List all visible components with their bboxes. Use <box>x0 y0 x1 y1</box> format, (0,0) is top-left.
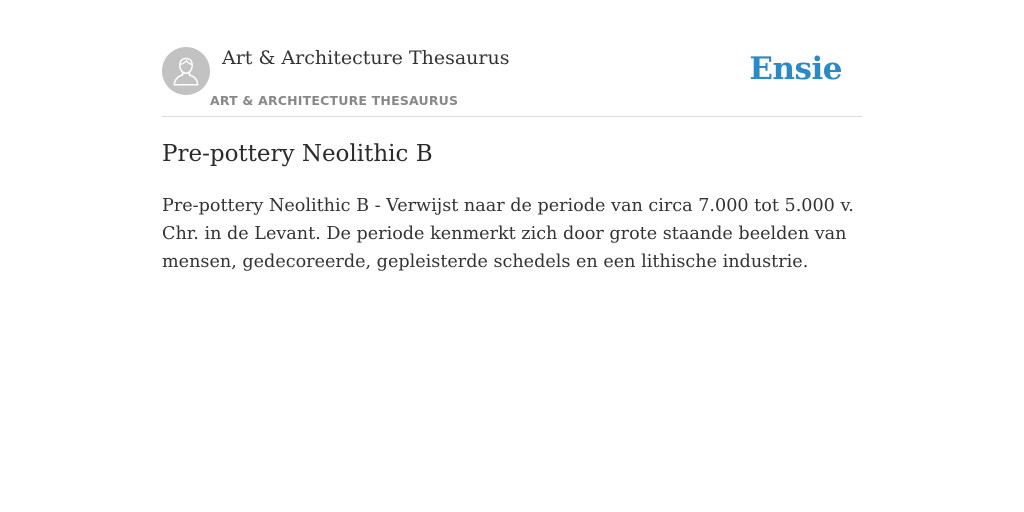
user-icon <box>172 56 200 86</box>
source-title[interactable]: Art & Architecture Thesaurus <box>222 47 510 69</box>
entry-body: Pre-pottery Neolithic B - Verwijst naar de periode van circa 7.000 tot 5.000 v. Chr. in de Levant. De periode kenmerkt zich door grote staande beelden van mensen, gedecoreerde, gepleisterde schedels en een lithische industrie. <box>162 196 854 272</box>
source-avatar[interactable] <box>162 47 210 95</box>
page-title: Pre-pottery Neolithic B <box>162 141 433 167</box>
header <box>162 0 862 117</box>
source-subtitle[interactable]: ART & ARCHITECTURE THESAURUS <box>210 93 459 108</box>
brand-logo[interactable]: Ensie <box>749 51 842 87</box>
